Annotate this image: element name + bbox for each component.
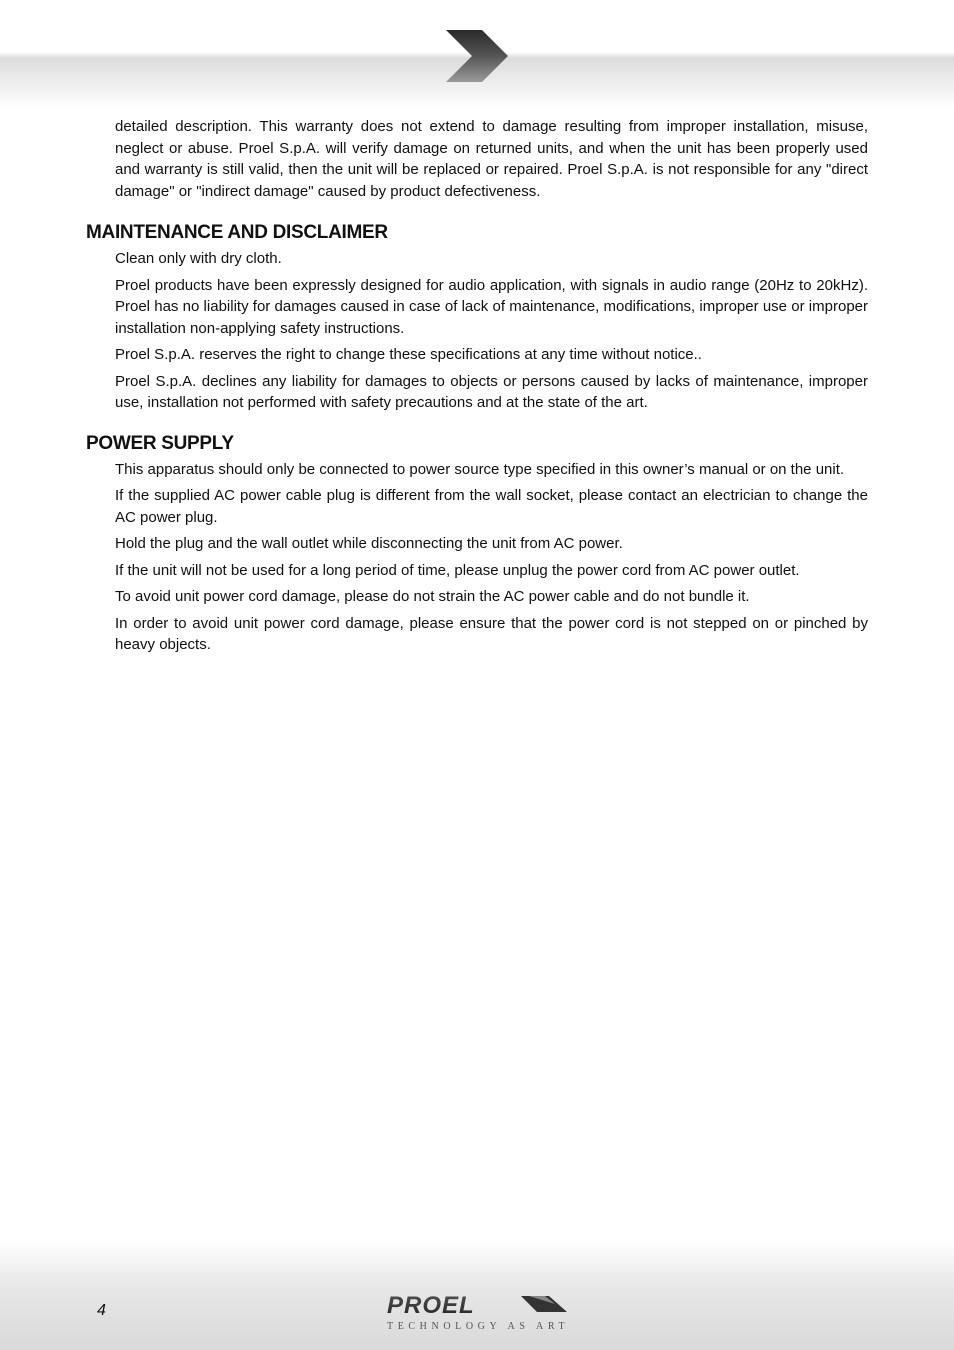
section-heading: POWER SUPPLY [86,432,234,454]
proel-logo [385,1290,575,1334]
paragraph: This apparatus should only be connected to power source type specified in this owner’s manual or on the unit. [115,460,845,478]
intro-paragraph: detailed description. This warranty does not extend to damage resulting from improper installation, misuse, neglect or abuse. Proel S.p.A. will verify damage on returned units, and when the unit has been properly used and warranty is still valid, then the unit will be replaced or repaired. Proel S.p.A. is not responsible for any "direct damage" or "indirect damage" caused by product defectiveness. [115,118,868,200]
paragraph: Proel S.p.A. reserves the right to change these specifications at any time without notice.. [115,346,702,363]
section-heading: MAINTENANCE AND DISCLAIMER [86,222,388,243]
paragraph: Proel products have been expressly designed for audio application, with signals in audio range (20Hz to 20kHz). Proel has no liability for damages caused in case of lack of maintenance, modifications, improper use or improper installation non-applying safety instructions. [115,276,868,337]
logo-tagline: TECHNOLOGY AS ART [387,1321,570,1332]
page-number: 4 [97,1302,106,1319]
paragraph: Clean only with dry cloth. [115,250,282,267]
logo-wordmark: PROEL [387,1292,475,1319]
paragraph: To avoid unit power cord damage, please do not strain the AC power cable and do not bundle it. [115,588,750,605]
paragraph: If the supplied AC power cable plug is different from the wall socket, please contact an electrician to change the AC power plug. [115,487,868,526]
paragraph: In order to avoid unit power cord damage, please ensure that the power cord is not stepped on or pinched by heavy objects. [115,614,868,653]
paragraph: Proel S.p.A. declines any liability for damages to objects or persons caused by lacks of maintenance, improper use, installation not performed with safety precautions and at the state of the art. [115,372,868,411]
section-power-supply [86,431,868,656]
paragraph: If the unit will not be used for a long period of time, please unplug the power cord from AC power outlet. [115,561,800,579]
chevron-arrow-icon [444,28,512,84]
document-body [86,116,868,673]
paragraph: Hold the plug and the wall outlet while disconnecting the unit from AC power. [115,535,623,552]
section-maintenance [86,220,868,414]
